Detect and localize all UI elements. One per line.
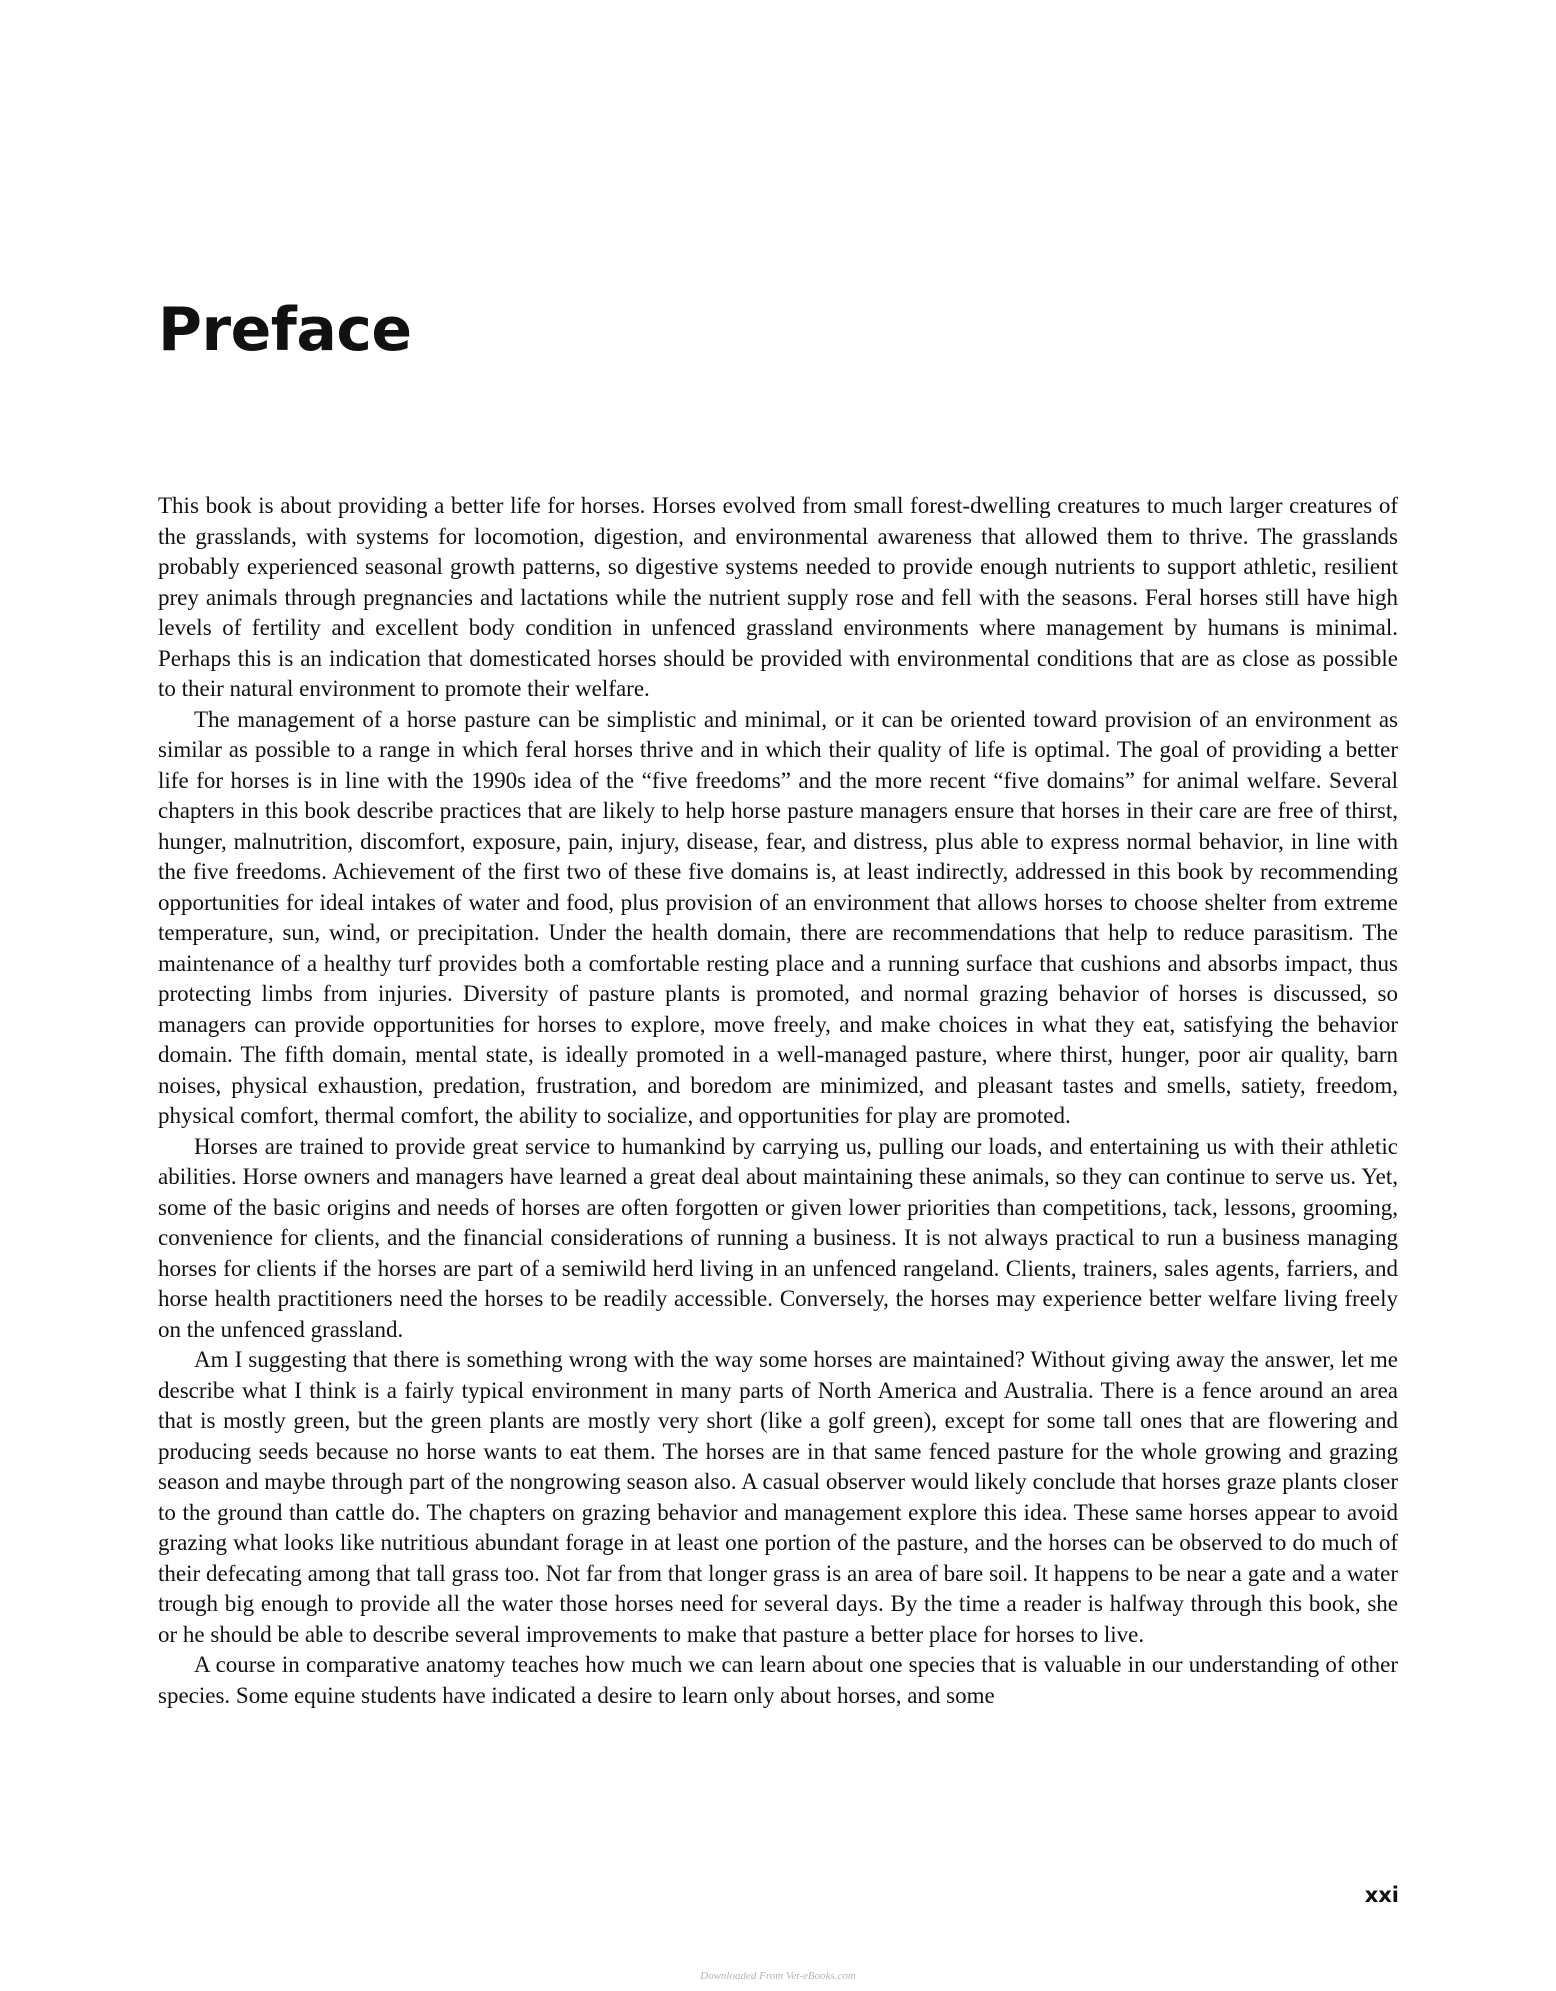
paragraph: This book is about providing a better life for horses. Horses evolved from small forest-dwelling creatures to much larger creatures of the grasslands, with systems for locomotion, digestion, and environmental awareness that allowed them to thrive. The grasslands probably experienced seasonal growth patterns, so digestive systems needed to provide enough nutrients to support athletic, resilient prey animals through pregnancies and lactations while the nutrient supply rose and fell with the seasons. Feral horses still have high levels of fertility and excellent body condition in unfenced grassland environments where management by humans is minimal. Perhaps this is an indication that domesticated horses should be provided with environmental conditions that are as close as possible to their natural environment to promote their welfare. [158,493,1398,701]
paragraph: Horses are trained to provide great service to humankind by carrying us, pulling our loads, and entertaining us with their athletic abilities. Horse owners and managers have learned a great deal about maintaining these animals, so they can continue to serve us. Yet, some of the basic origins and needs of horses are often forgotten or given lower priorities than competitions, tack, lessons, grooming, convenience for clients, and the financial considerations of running a business. It is not always practical to run a business managing horses for clients if the horses are part of a semiwild herd living in an unfenced rangeland. Clients, trainers, sales agents, farriers, and horse health practitioners need the horses to be readily accessible. Conversely, the horses may experience better welfare living freely on the unfenced grassland. [158,1133,1398,1342]
page-title: Preface [158,295,412,365]
download-watermark: Downloaded From Vet-eBooks.com [700,1970,856,1982]
body-text [158,491,1398,1711]
paragraph: A course in comparative anatomy teaches how much we can learn about one species that is valuable in our understanding of other species. Some equine students have indicated a desire to learn only about horses, and some [158,1652,1398,1708]
paragraph: Am I suggesting that there is something wrong with the way some horses are maintained? Without giving away the answer, let me describe what I think is a fairly typical environment in many parts of North America and Australia. There is a fence around an area that is mostly green, but the green plants are mostly very short (like a golf green), except for some tall ones that are flowering and producing seeds because no horse wants to eat them. The horses are in that same fenced pasture for the whole growing and grazing season and maybe through part of the nongrowing season also. A casual observer would likely conclude that horses graze plants closer to the ground than cattle do. The chapters on grazing behavior and management explore this idea. These same horses appear to avoid grazing what looks like nutritious abundant forage in at least one portion of the pasture, and the horses can be observed to do much of their defecating among that tall grass too. Not far from that longer grass is an area of bare soil. It happens to be near a gate and a water trough big enough to provide all the water those horses need for several days. By the time a reader is halfway through this book, she or he should be able to describe several improvements to make that pasture a better place for horses to live. [158,1347,1398,1647]
page-number: xxi [1364,1883,1399,1907]
paragraph: The management of a horse pasture can be simplistic and minimal, or it can be oriented toward provision of an environment as similar as possible to a range in which feral horses thrive and in which their quality of life is optimal. The goal of providing a better life for horses is in line with the 1990s idea of the “five freedoms” and the more recent “five domains” for animal welfare. Several chapters in this book describe practices that are likely to help horse pasture managers ensure that horses in their care are free of thirst, hunger, malnutrition, discomfort, exposure, pain, injury, disease, fear, and distress, plus able to express normal behavior, in line with the five freedoms. Achievement of the first two of these five domains is, at least indirectly, addressed in this book by recommending opportunities for ideal intakes of water and food, plus provision of an environment that allows horses to choose shelter from extreme temperature, sun, wind, or precipitation. Under the health domain, there are recommendations that help to reduce parasitism. The maintenance of a healthy turf provides both a comfortable resting place and a running surface that cushions and absorbs impact, thus protecting limbs from injuries. Diversity of pasture plants is promoted, and normal grazing behavior of horses is discussed, so managers can provide opportunities for horses to explore, move freely, and make choices in what they eat, satisfying the behavior domain. The fifth domain, mental state, is ideally promoted in a well-managed pasture, where thirst, hunger, poor air quality, barn noises, physical exhaustion, predation, frustration, and boredom are minimized, and pleasant tastes and smells, satiety, freedom, physical comfort, thermal comfort, the ability to socialize, and opportunities for play are promoted. [158,706,1398,1128]
